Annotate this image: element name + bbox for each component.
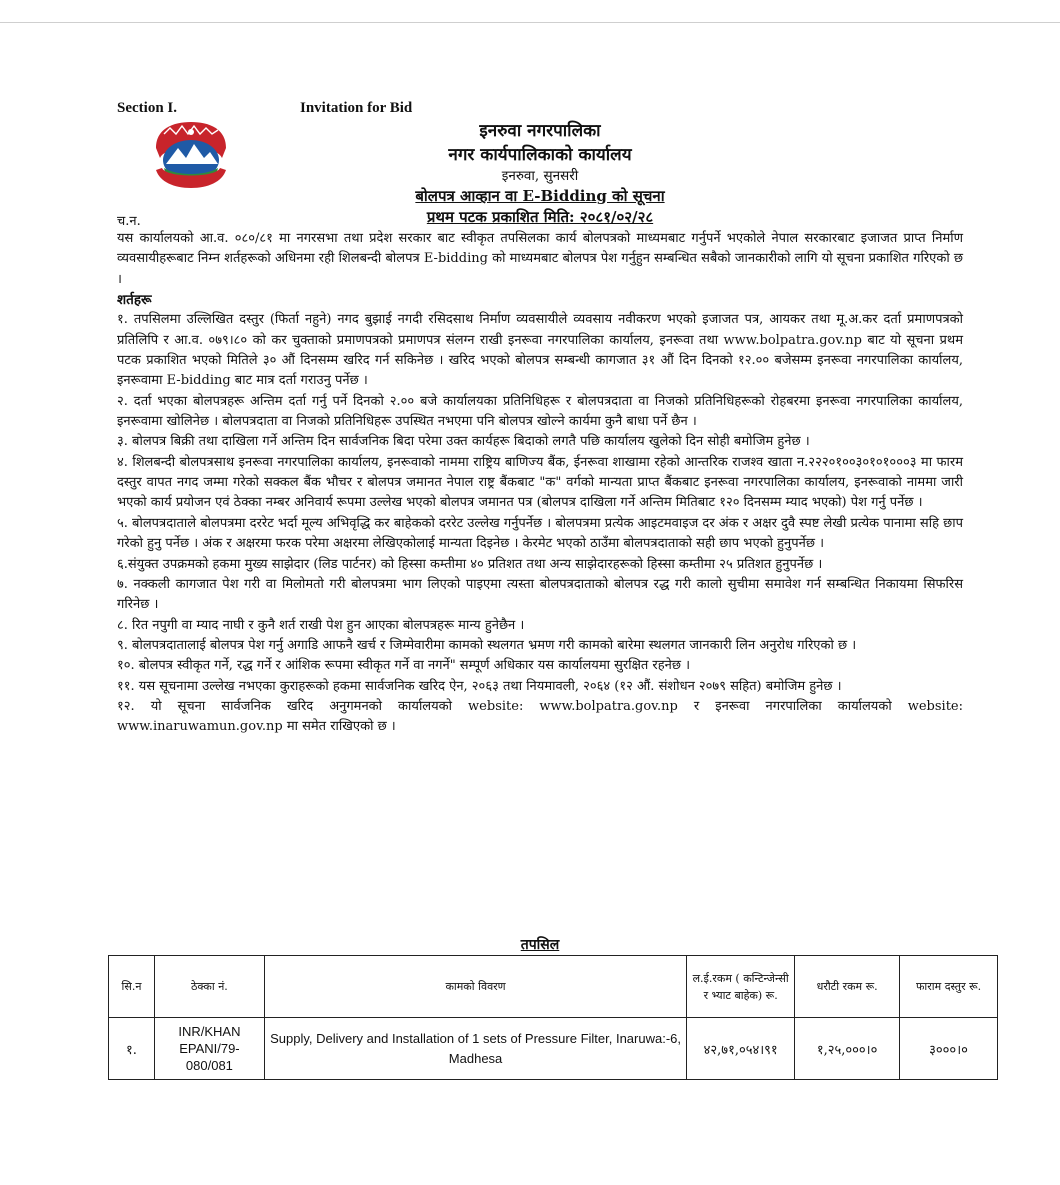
municipality-name: इनरुवा नगरपालिका [479, 121, 601, 141]
col-header-description: कामको विवरण [264, 956, 686, 1018]
publish-date: प्रथम पटक प्रकाशित मिति: २०८१/०२/२८ [426, 208, 654, 226]
page-top-rule [0, 22, 1060, 23]
condition-item: ६.संयुक्त उपक्रमको हकमा मुख्य साझेदार (लिड पार्टनर) को हिस्सा कम्तीमा ४० प्रतिशत तथा अन्य साझेदारहरूको हिस्सा कम्तीमा २५ प्रतिशत हुनुपर्नेछ । [117, 556, 823, 572]
condition-item: ५. बोलपत्रदाताले बोलपत्रमा दररेट भर्दा मूल्य अभिवृद्धि कर बाहेकको दररेट उल्लेख गर्नुपर्नेछ । बोलपत्रमा प्रत्येक आइटमवाइज दर अंक र अक्षर दुवै स्पष्ट लेखी प्रत्येक पानामा सहि छाप गरेको हुनु पर्नेछ । अंक र अक्षरमा फरक परेमा अक्षरमा लेखिएकोलाई मान्यता दिइनेछ । केरमेट भएको ठाउँमा बोलपत्रदाताको सही छाप भएको हुनुपर्नेछ । [117, 515, 963, 552]
condition-item: १०. बोलपत्र स्वीकृत गर्ने, रद्ध गर्ने र आंशिक रूपमा स्वीकृत गर्ने वा नगर्ने" सम्पूर्ण अधिकार यस कार्यालयमा सुरक्षित रहनेछ । [117, 658, 691, 674]
condition-item: १. तपसिलमा उल्लिखित दस्तुर (फिर्ता नहुने) नगद बुझाई नगदी रसिदसाथ निर्माण व्यवसायीले व्यवसाय नवीकरण भएको इजाजत पत्र, आयकर तथा मू.अ.कर दर्ता प्रमाणपत्रको प्रतिलिपि र आ.व. ०७९।८० को कर चुक्ताको प्रमाणपत्रको प्रमाणपत्र संलग्न राखी इनरूवा नगरपालिका कार्यालय, इनरूवा तथा www.bolpatra.gov.np बाट यो सूचना प्रथम पटक प्रकाशित भएको मितिले ३० औं दिनसम्म खरिद गर्न सकिनेछ । खरिद भएको बोलपत्र सम्बन्धी कागजात ३१ औं दिन दिनको १२.०० बजेसम्म इनरूवा नगरपालिका कार्यालय, इनरूवामा E-bidding बाट मात्र दर्ता गराउनु पर्नेछ । [117, 312, 963, 389]
cell-deposit: १,२५,०००।० [795, 1018, 900, 1080]
office-name: नगर कार्यपालिकाको कार्यालय [448, 145, 632, 165]
section-label: Section I. [117, 100, 177, 116]
cell-description: Supply, Delivery and Installation of 1 sets of Pressure Filter, Inaruwa:-6, Madhesa [264, 1018, 686, 1080]
cell-form-fee: ३०००।० [900, 1018, 998, 1080]
condition-item: ४. शिलबन्दी बोलपत्रसाथ इनरूवा नगरपालिका कार्यालय, इनरूवाको नाममा राष्ट्रिय बाणिज्य बैंक, ईनरूवा शाखामा रहेको आन्तरिक राजश्व खाता न.२२२०१००३०१०१०००३ मा फारम दस्तुर वापत नगद जम्मा गरेको सक्कल बैंक भौचर र बोलपत्र जमानत नेपाल राष्ट्र बैंकबाट "क" वर्गको मान्यता प्राप्त बैंकबाट इनरूवा नगरपालिका कार्यालय, इनरूवाको नाममा जारी भएको कार्य प्रयोजन एवं ठेक्का नम्बर अनिवार्य रूपमा उल्लेख भएको बोलपत्र जमानत पत्र (बोलपत्र दाखिला गर्ने अन्तिम मितिबाट १२० दिनसम्म म्याद भएको) पेश गर्नु पर्नेछ । [117, 454, 963, 511]
condition-item: ३. बोलपत्र बिक्री तथा दाखिला गर्ने अन्तिम दिन सार्वजनिक बिदा परेमा उक्त कार्यहरू बिदाको लगतै पछि कार्यालय खुलेको दिन सोही बमोजिम हुनेछ । [117, 434, 810, 450]
intro-paragraph: यस कार्यालयको आ.व. ०८०/८१ मा नगरसभा तथा प्रदेश सरकार बाट स्वीकृत तपसिलका कार्य बोलपत्रको माध्यमबाट गर्नुपर्ने भएकोले नेपाल सरकारबाट इजाजत प्राप्त निर्माण व्यवसायीहरूबाट निम्न शर्तहरूको अधिनमा रही शिलबन्दी बोलपत्र E-bidding को माध्यमबाट बोलपत्र पेश गर्नुहुन सम्बन्धित सबैको जानकारीको लागि यो सूचना प्रकाशित गरिएको छ । [117, 231, 963, 287]
col-header-sn: सि.न [109, 956, 155, 1018]
cell-contract-no: INR/KHAN EPANI/79-080/081 [154, 1018, 264, 1080]
table-header-row [109, 956, 998, 1018]
notice-body [117, 229, 963, 738]
condition-item: ८. रित नपुगी वा म्याद नाघी र कुनै शर्त राखी पेश हुन आएका बोलपत्रहरू मान्य हुनेछैन । [117, 617, 525, 633]
col-header-estimate: ल.ई.रकम ( कन्टिन्जेन्सी र भ्याट बाहेक) रू. [687, 956, 795, 1018]
col-header-form-fee: फाराम दस्तुर रू. [900, 956, 998, 1018]
condition-item: १२. यो सूचना सार्वजनिक खरिद अनुगमनको कार्यालयको website: www.bolpatra.gov.np र इनरूवा नगरपालिका कार्यालयको website: www.inaruwamun.gov.np मा समेत राखिएको छ । [117, 698, 963, 735]
col-header-deposit: धरौटी रकम रू. [795, 956, 900, 1018]
condition-item: २. दर्ता भएका बोलपत्रहरू अन्तिम दर्ता गर्नु पर्ने दिनको २.०० बजे कार्यालयका प्रतिनिधिहरू र बोलपत्रदाता वा निजको प्रतिनिधिहरूको रोहबरमा इनरूवा नगरपालिका कार्यालय, इनरूवामा खोलिनेछ । बोलपत्रदाता वा निजको प्रतिनिधिहरू उपस्थित नभएमा पनि बोलपत्र खोल्ने कार्यमा कुनै बाधा पर्ने छैन । [117, 393, 963, 430]
condition-item: ११. यस सूचनामा उल्लेख नभएका कुराहरूको हकमा सार्वजनिक खरिद ऐन, २०६३ तथा नियमावली, २०६४ (१२ औं. संशोधन २०७९ सहित) बमोजिम हुनेछ । [117, 678, 842, 694]
municipality-emblem-icon [150, 118, 232, 190]
conditions-heading: शर्तहरू [117, 292, 152, 309]
reference-number-label: च.न. [117, 214, 141, 229]
schedule-title: तपसिल [520, 937, 560, 953]
condition-item: ७. नक्कली कागजात पेश गरी वा मिलोमतो गरी बोलपत्रमा भाग लिएको पाइएमा त्यस्ता बोलपत्रदाताको बोलपत्र रद्ध गरी कालो सुचीमा समावेश गर्न सम्बन्धित निकायमा सिफरिस गरिनेछ । [117, 576, 963, 613]
document-title: Invitation for Bid [300, 100, 413, 116]
notice-title: बोलपत्र आव्हान वा E-Bidding को सूचना [415, 187, 665, 205]
condition-item: ९. बोलपत्रदातालाई बोलपत्र पेश गर्नु अगाडि आफनै खर्च र जिम्मेवारीमा कामको स्थलगत भ्रमण गरी कामको बारेमा स्थलगत जानकारी लिन अनुरोध गरिएको छ । [117, 637, 857, 653]
col-header-contract-no: ठेक्का नं. [154, 956, 264, 1018]
office-address: इनरुवा, सुनसरी [501, 168, 579, 184]
cell-estimate: ४२,७१,०५४।९१ [687, 1018, 795, 1080]
table-row [109, 1018, 998, 1080]
bid-schedule-table [108, 955, 998, 1080]
cell-sn: १. [109, 1018, 155, 1080]
